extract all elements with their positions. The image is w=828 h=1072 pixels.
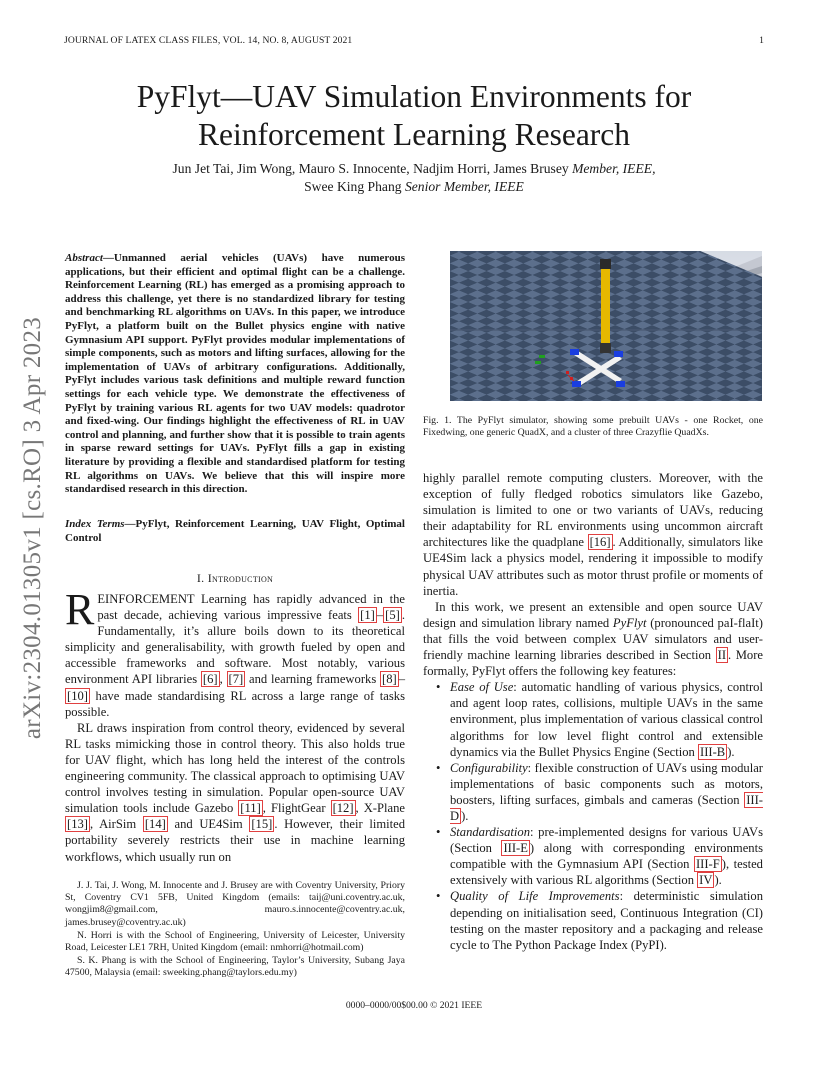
simulator-render xyxy=(450,251,762,401)
citation-link[interactable]: [7] xyxy=(228,672,244,687)
abstract-text: —Unmanned aerial vehicles (UAVs) have numerous applications, but their efficient and optimal flight can be a challenge. Reinforcement Learning (RL) has emerged as a promising approach to address this challenge, yet there is no standardized library for testing and benchmarking RL algorithms on UAVs. In this paper, we introduce PyFlyt, a platform built on the Bullet physics engine with native Gymnasium API support. PyFlyt provides modular implementations of simple components, such as motors and lifting surfaces, allowing for the implementation of UAVs of arbitrary configurations. Additionally, PyFlyt includes various task definitions and multiple reward function settings for each vehicle type. We demonstrate the effectiveness of PyFlyt by training various RL agents for two UAV models: quadrotor and fixed-wing. Our findings highlight the effectiveness of RL in UAV control and planning, and further show that it is possible to train agents in sparse reward settings for UAVs. PyFlyt fills a gap in existing literature by providing a flexible and standardised platform for testing RL algorithms on UAVs. We believe that this will inspire more standardised research in this direction. xyxy=(65,252,405,496)
text-run: ). xyxy=(727,744,735,759)
text-run: , AirSim xyxy=(89,817,143,832)
footnote-affiliation-2: N. Horri is with the School of Engineering, University of Leicester, University Road, Leicester LE1 7RH, United Kingdom (email: nmhorri@hotmail.com) xyxy=(65,929,405,954)
feature-item xyxy=(423,824,763,888)
section-link[interactable]: III-E xyxy=(503,841,528,856)
feature-title: Configurability xyxy=(450,760,528,775)
abstract xyxy=(65,252,405,497)
footnote-affiliation-3: S. K. Phang is with the School of Engineering, Taylor’s University, Subang Jaya 47500, Malaysia (email: sweeking.phang@taylors.edu.my) xyxy=(65,955,405,979)
index-terms-text: —PyFlyt, Reinforcement Learning, UAV Flight, Optimal Control xyxy=(65,518,405,544)
library-name: PyFlyt xyxy=(612,615,647,630)
text-run: ) along with corresponding environments compatible with the Gymnasium API (Section xyxy=(450,841,763,872)
citation-link[interactable]: [12] xyxy=(332,801,354,816)
author-names-2: Swee King Phang xyxy=(304,179,405,194)
text-run: : deterministic simulation depending on initialisation seed, Continuous Integration (CI) testing on the master repository and a packaging and release cycle to The Python Package Index (PyPI). xyxy=(450,889,763,952)
text-run: and learning frameworks xyxy=(245,672,381,687)
footnote-affiliation-1: J. J. Tai, J. Wong, M. Innocente and J. Brusey are with Coventry University, Priory St, Coventry CV1 5FB, United Kingdom (emails: taij@uni.coventry.ac.uk, wongjim8@gmail.com, mauro.s.innocente@coventry.ac.uk, james.brusey@coventry.ac.uk) xyxy=(65,880,405,928)
section-link[interactable]: II xyxy=(717,648,727,663)
citation-link[interactable]: [15] xyxy=(251,817,273,832)
author-role-2: Senior Member, IEEE xyxy=(404,179,524,194)
feature-item xyxy=(423,888,763,952)
text-run: RL draws inspiration from control theory, evidenced by several RL tasks mimicking those in control theory. This also holds true for UAV flight, which has long held the interest of the controls engineering community. The classical approach to optimising UAV control involves testing in simulation. Popular open-source UAV simulation tools include Gazebo xyxy=(65,720,405,816)
text-run: , FlightGear xyxy=(262,801,331,816)
text-run: . However, their limited portability severely restricts their use in machine learning workflows, which usually run on xyxy=(65,817,406,864)
copyright-footer: 0000–0000/00$00.00 © 2021 IEEE xyxy=(345,1000,483,1011)
text-run: . Fundamentally, it’s allure boils down to its theoretical simplicity and generalisability, with growth fueled by open and accessible frameworks and software. Most notably, various environment API libraries xyxy=(65,608,405,687)
section-link[interactable]: IV xyxy=(699,873,713,888)
text-run: . Additionally, simulators like UE4Sim lack a physics model, rendering it impossible to modify physical UAV attributes such as motor thrust profile or moments of inertia. xyxy=(423,535,764,598)
text-run: EINFORCEMENT Learning has rapidly advanced in the past decade, achieving various impressive feats xyxy=(97,592,405,623)
section-link[interactable]: III-D xyxy=(450,792,763,823)
title-line-2: Reinforcement Learning Research xyxy=(197,117,631,152)
feature-title: Ease of Use xyxy=(450,680,514,695)
citation-link[interactable]: [10] xyxy=(67,688,88,703)
text-run: : automatic handling of various physics, control and agent loop rates, collisions, multiple UAVs in the same environment, plus implementation of various classical control algorithms for low level flight control and extensible dynamics via the Bullet Physics Engine (Section xyxy=(450,680,763,759)
text-run: : flexible construction of UAVs using modular implementations of basic components such as motors, boosters, lifting surfaces, gimbals and cameras (Section xyxy=(450,760,763,807)
paper-title xyxy=(60,78,768,154)
text-run: , xyxy=(219,672,227,687)
author-names-1: Jun Jet Tai, Jim Wong, Mauro S. Innocente, Nadjim Horri, James Brusey xyxy=(172,161,573,176)
intro-paragraph-1 xyxy=(65,585,405,720)
abstract-label: Abstract xyxy=(65,252,103,264)
index-terms xyxy=(65,518,405,545)
text-run: ). xyxy=(461,808,469,823)
figure-pyflyt-simulator xyxy=(450,251,762,401)
author-role-1: Member, IEEE, xyxy=(572,161,656,176)
right-paragraph-1 xyxy=(423,470,763,599)
text-run: . More formally, PyFlyt offers the following key features: xyxy=(423,648,763,679)
text-run: – xyxy=(398,672,405,687)
right-paragraph-2 xyxy=(423,599,763,679)
bullet-icon: • xyxy=(436,760,441,775)
footnotes xyxy=(65,880,405,981)
feature-title: Quality of Life Improvements xyxy=(450,889,620,904)
index-terms-label: Index Terms xyxy=(65,518,125,530)
feature-list xyxy=(423,679,763,953)
text-run: – xyxy=(376,608,384,623)
bullet-icon: • xyxy=(436,889,441,904)
citation-link[interactable]: [11] xyxy=(240,801,261,816)
text-run: : pre-implemented designs for various UAVs (Section xyxy=(450,825,763,856)
text-run: ), tested extensively with various RL algorithms (Section xyxy=(450,857,763,888)
feature-item xyxy=(423,760,763,824)
arxiv-id: arXiv:2304.01305v1 [cs.RO] 3 Apr 2023 xyxy=(19,316,46,740)
bullet-icon: • xyxy=(436,680,441,695)
feature-item xyxy=(423,679,763,759)
title-line-1: PyFlyt—UAV Simulation Environments for xyxy=(136,79,692,114)
citation-link[interactable]: [5] xyxy=(385,608,400,623)
citation-link[interactable]: [8] xyxy=(382,672,397,687)
running-header: JOURNAL OF LATEX CLASS FILES, VOL. 14, NO. 8, AUGUST 2021 xyxy=(64,35,353,46)
citation-link[interactable]: [13] xyxy=(67,817,88,832)
text-run: have made standardising RL across a large range of tasks possible. xyxy=(65,688,405,719)
intro-body xyxy=(65,585,406,865)
bullet-icon: • xyxy=(436,825,441,840)
intro-paragraph-2 xyxy=(65,720,405,865)
right-column-body xyxy=(423,470,763,953)
figure-caption: Fig. 1. The PyFlyt simulator, showing some prebuilt UAVs - one Rocket, one Fixedwing, one generic QuadX, and a cluster of three Crazyflie QuadXs. xyxy=(423,415,763,439)
feature-title: Standardisation xyxy=(450,825,531,840)
section-heading: I. Introduction xyxy=(196,571,274,585)
citation-link[interactable]: [14] xyxy=(144,817,166,832)
text-run: highly parallel remote computing clusters. Moreover, with the exception of fully fledged robotics simulators like Gazebo, simulation is limited to one or two variants of UAVs, reducing their adaptability for RL environments using uncommon aircraft architectures like the quadplane xyxy=(423,471,763,550)
citation-link[interactable]: [1] xyxy=(360,608,375,623)
section-link[interactable]: III-F xyxy=(695,857,720,872)
text-run: and UE4Sim xyxy=(167,817,250,832)
citation-link[interactable]: [16] xyxy=(589,535,611,550)
text-run: (pronounced paI-flaIt) that fills the void between complex UAV simulators and user-friendly machine learning libraries described in Section xyxy=(423,615,764,663)
arxiv-stamp xyxy=(8,288,58,768)
text-run: ). xyxy=(714,873,722,888)
citation-link[interactable]: [6] xyxy=(202,672,218,687)
author-list xyxy=(60,160,768,196)
page-number: 1 xyxy=(759,35,764,46)
section-link[interactable]: III-B xyxy=(700,744,726,759)
text-run: In this work, we present an extensible and open source UAV design and simulation library named xyxy=(423,599,763,630)
text-run: , X-Plane xyxy=(355,801,405,816)
drop-cap: R xyxy=(65,585,95,634)
